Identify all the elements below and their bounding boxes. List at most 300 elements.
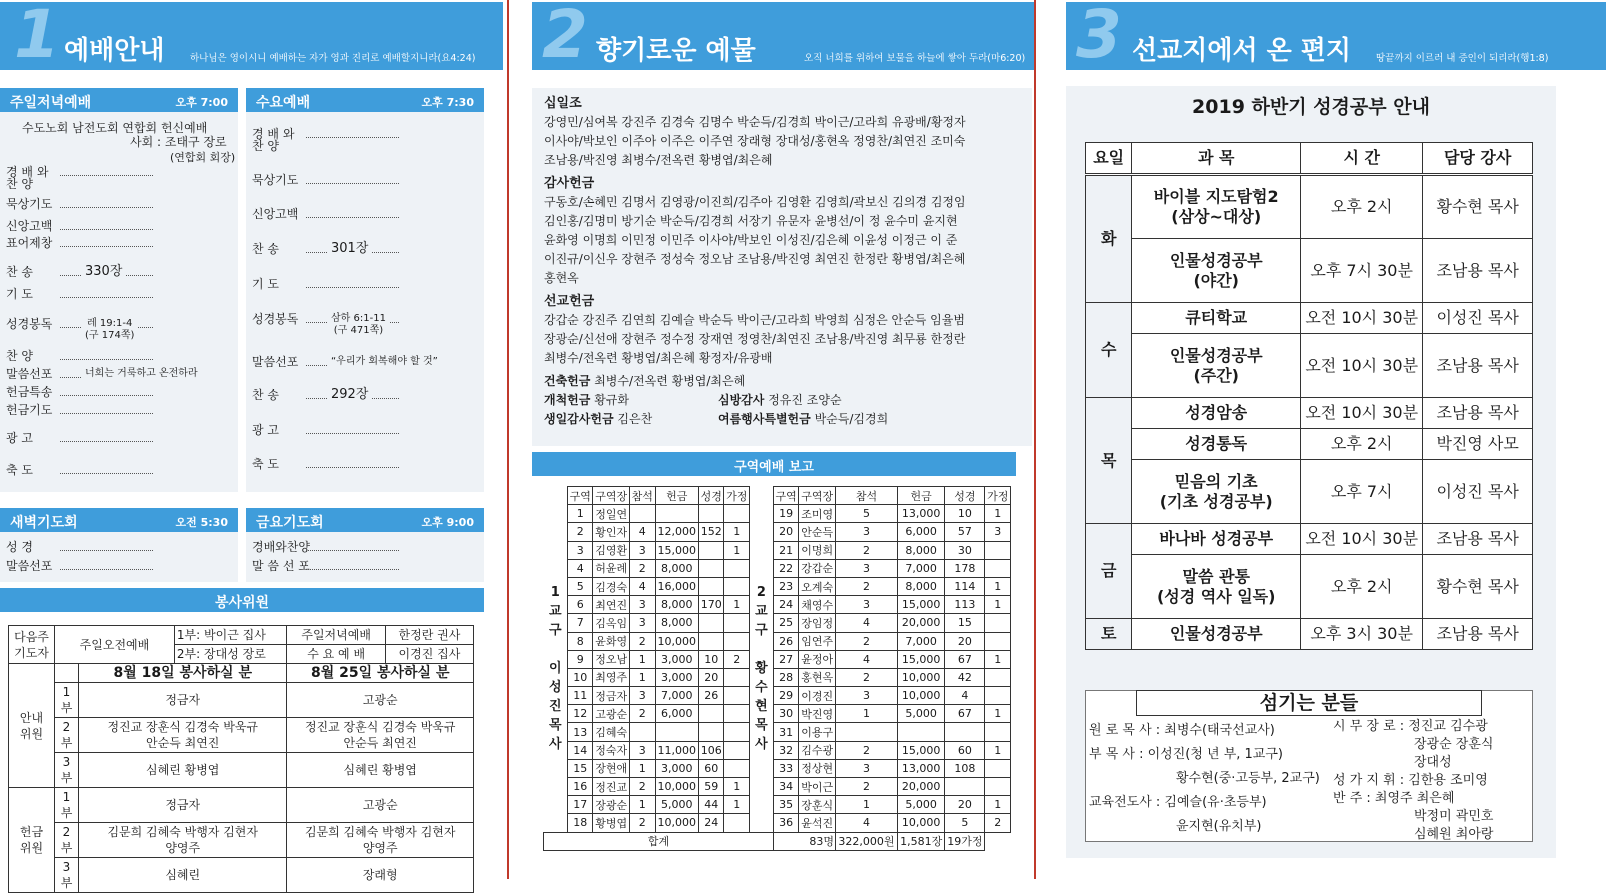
staff-elders-2: 장광순 장훈식 <box>1414 737 1494 752</box>
district-cell: 20,000 <box>898 778 945 796</box>
study-time: 오후 2시 <box>1301 429 1423 460</box>
order-label: 찬 송 <box>252 388 279 402</box>
district-cell: 10,000 <box>655 814 699 832</box>
district-cell <box>724 705 749 723</box>
district-cell: 1 <box>630 796 655 814</box>
tithe-title: 십일조 <box>544 96 582 111</box>
panel-title: 금요기도회 <box>256 515 324 531</box>
offer-1-25: 고광순 <box>287 788 474 823</box>
district-cell: 15,000 <box>655 541 699 559</box>
study-title: 2019 하반기 성경공부 안내 <box>1192 96 1430 118</box>
district-cell <box>699 705 724 723</box>
district-cell <box>724 814 749 832</box>
district-cell: 1 <box>985 741 1011 759</box>
district-cell: 11,000 <box>655 741 699 759</box>
district-cell <box>724 559 749 577</box>
part-1: 1부 <box>55 683 79 718</box>
worship-banner <box>0 0 503 73</box>
district-cell <box>985 759 1011 777</box>
friday-header <box>246 508 484 532</box>
district-cell <box>724 614 749 632</box>
bible-study-table <box>1085 142 1533 650</box>
district-cell: 10 <box>568 668 593 686</box>
district-cell <box>724 687 749 705</box>
district-cell: 4 <box>835 614 897 632</box>
district-cell: 8,000 <box>898 577 945 595</box>
group-2-label: 2 교 구 황 수 현 목 사 <box>755 584 768 752</box>
district-cell: 1 <box>835 796 897 814</box>
offerings-banner <box>532 0 1034 73</box>
order-detail: 레 19:1-4 (구 174쪽) <box>82 318 137 342</box>
district-cell <box>724 632 749 650</box>
district-cell: 정상현 <box>799 759 836 777</box>
district-cell: 윤정아 <box>799 650 836 668</box>
district-cell: 10,000 <box>898 668 945 686</box>
district-cell: 22 <box>773 559 798 577</box>
district-cell: 6,000 <box>655 705 699 723</box>
study-time: 오후 2시 <box>1301 175 1423 239</box>
district-cell: 13,000 <box>898 505 945 523</box>
district-cell: 20 <box>945 632 985 650</box>
district-cell <box>724 759 749 777</box>
district-cell: 김경숙 <box>593 577 630 595</box>
district-cell: 4 <box>630 523 655 541</box>
order-label: 말 씀 선 포 <box>252 559 310 573</box>
study-header: 요일 <box>1086 143 1132 175</box>
district-cell <box>985 632 1011 650</box>
district-cell: 김영환 <box>593 541 630 559</box>
district-cell: 1 <box>985 705 1011 723</box>
district-cell: 21 <box>773 541 798 559</box>
district-cell: 3 <box>835 687 897 705</box>
wednesday-header <box>246 88 484 112</box>
study-time: 오후 7시 <box>1301 460 1423 524</box>
district-cell <box>724 668 749 686</box>
leader-dots <box>60 297 153 298</box>
district-cell: 2 <box>630 814 655 832</box>
panel-title: 주일저녁예배 <box>10 95 92 111</box>
district-cell: 26 <box>699 687 724 705</box>
leader-dots <box>306 433 399 434</box>
dev-names: 황규화 <box>594 393 629 407</box>
study-teacher: 이성진 목사 <box>1423 460 1533 524</box>
thanks-title: 감사헌금 <box>544 176 595 191</box>
district-cell: 2 <box>630 632 655 650</box>
district-cell: 5 <box>945 814 985 832</box>
district-cell: 30 <box>945 541 985 559</box>
district-cell: 60 <box>945 741 985 759</box>
district-cell: 8,000 <box>898 541 945 559</box>
district-cell <box>724 723 749 741</box>
study-course: 큐티학교 <box>1132 303 1301 334</box>
district-cell: 7 <box>568 614 593 632</box>
district-header <box>532 452 1016 476</box>
mission-title: 선교헌금 <box>544 294 595 309</box>
district-cell: 32 <box>773 741 798 759</box>
mission-names: 강갑순 강진주 김연희 김예슬 박순득 박이근/고라희 박영희 심정은 안순득 임율범 장광순/신선애 장현주 정수정 장재연 정영찬/최연진 조남용/박진영 최무룡 한정란 최병수/전옥련 황병엽/최은혜 황정자/유광배 <box>544 313 966 365</box>
col-header: 성경 <box>945 487 985 505</box>
district-cell: 31 <box>773 723 798 741</box>
district-cell: 장훈식 <box>799 796 836 814</box>
staff-accompany-3: 심혜원 최아랑 <box>1414 827 1494 842</box>
district-cell: 27 <box>773 650 798 668</box>
district-cell: 3 <box>985 523 1011 541</box>
col-header: 가정 <box>985 487 1011 505</box>
staff-choir: 성 가 지 휘 : 김한용 조미영 <box>1333 773 1488 788</box>
order-detail: 330장 <box>82 266 125 278</box>
district-cell: 안순득 <box>799 523 836 541</box>
district-cell: 12 <box>568 705 593 723</box>
district-cell: 20 <box>945 796 985 814</box>
leader-dots <box>60 395 153 396</box>
district-cell: 152 <box>699 523 724 541</box>
district-cell: 16,000 <box>655 577 699 595</box>
order-label: 광 고 <box>6 431 33 445</box>
build-names: 최병수/전옥련 황병엽/최은혜 <box>594 374 746 388</box>
district-cell: 김옥임 <box>593 614 630 632</box>
district-cell: 장광순 <box>593 796 630 814</box>
district-cell: 최영주 <box>593 668 630 686</box>
district-cell: 26 <box>773 632 798 650</box>
thanks-names: 구동호/손혜민 김명서 김영광/이진희/김주아 김영환 김영희/곽보신 김의경 김정임 김인홍/김명미 방기순 박순득/김경희 서장기 유문자 윤병선/이 정 윤수미 윤지현 윤화영 이명희 이민정 이민주 이사야/박보인 이성진/김은혜 이윤성 이정근 이 준 이진규/이신우 장현주 정성숙 정오남 조남용/박진영 최연진 한정란 황병엽/최은혜 홍현옥 <box>544 195 966 285</box>
district-cell: 5 <box>835 505 897 523</box>
district-cell: 106 <box>699 741 724 759</box>
order-label: 찬 송 <box>252 242 279 256</box>
district-cell: 15 <box>945 614 985 632</box>
district-cell <box>945 723 985 741</box>
district-cell <box>699 505 724 523</box>
study-teacher: 이성진 목사 <box>1423 303 1533 334</box>
offer-3-25: 장래형 <box>287 858 474 893</box>
district-cell: 67 <box>945 705 985 723</box>
district-report-table <box>543 486 1011 851</box>
district-cell: 113 <box>945 596 985 614</box>
study-course: 인물성경공부 (야간) <box>1132 239 1301 303</box>
leader-dots <box>306 217 399 218</box>
guide-1-18: 정금자 <box>79 683 287 718</box>
offer-1-18: 정금자 <box>79 788 287 823</box>
leader-dots <box>60 473 153 474</box>
leader-dots <box>306 550 399 551</box>
leader-dots <box>60 413 153 414</box>
district-cell: 5,000 <box>898 705 945 723</box>
section-title: 향기로운 예물 <box>596 36 756 66</box>
district-cell: 1 <box>724 523 749 541</box>
offerings-list <box>544 90 1004 429</box>
district-cell <box>985 541 1011 559</box>
order-label: 말씀선포 <box>6 559 53 573</box>
service-presider: 사회 : 조태구 장로 <box>130 135 227 149</box>
district-cell <box>699 632 724 650</box>
district-cell: 정오남 <box>593 650 630 668</box>
district-cell <box>898 723 945 741</box>
study-course: 성경암송 <box>1132 398 1301 429</box>
study-course: 성경통독 <box>1132 429 1301 460</box>
leader-dots <box>60 229 153 230</box>
district-cell: 정숙자 <box>593 741 630 759</box>
birthday-title: 생일감사헌금 <box>544 412 614 426</box>
district-cell <box>985 614 1011 632</box>
study-teacher: 조남용 목사 <box>1423 334 1533 398</box>
study-time: 오전 10시 30분 <box>1301 398 1423 429</box>
order-label: 찬 양 <box>6 349 33 363</box>
district-cell: 2 <box>835 668 897 686</box>
study-day: 화 <box>1086 175 1132 303</box>
district-cell <box>724 741 749 759</box>
district-cell <box>985 668 1011 686</box>
staff-education-2: 윤지현(유치부) <box>1176 819 1262 834</box>
district-cell: 114 <box>945 577 985 595</box>
offer-2-25: 김문희 김혜숙 박행자 김현자 양영주 <box>287 823 474 858</box>
district-cell: 1 <box>985 796 1011 814</box>
total-offering: 322,000원 <box>835 832 897 850</box>
total-attendance: 83명 <box>773 832 835 850</box>
district-cell: 1 <box>985 650 1011 668</box>
study-teacher: 황수현 목사 <box>1423 175 1533 239</box>
district-cell <box>835 723 897 741</box>
part-1: 1부 <box>55 788 79 823</box>
section-subtitle: 하나님은 영이시니 예배하는 자가 영과 진리로 예배할지니라(요4:24) <box>190 53 476 64</box>
staff-elders-3: 장대성 <box>1414 755 1452 770</box>
study-teacher: 조남용 목사 <box>1423 398 1533 429</box>
district-cell: 24 <box>699 814 724 832</box>
district-cell: 15,000 <box>898 741 945 759</box>
evening-service-label: 주일저녁예배 <box>287 626 385 645</box>
district-cell: 6,000 <box>898 523 945 541</box>
district-cell: 7,000 <box>655 687 699 705</box>
order-label: 광 고 <box>252 423 279 437</box>
district-cell: 10,000 <box>655 632 699 650</box>
district-cell: 이경진 <box>799 687 836 705</box>
morning-prayer-2: 2부: 장대성 장로 <box>174 645 287 664</box>
order-label: 헌금기도 <box>6 403 53 417</box>
guide-3-18: 심혜린 황병엽 <box>79 753 287 788</box>
staff-accompany: 반 주 : 최영주 최은혜 <box>1333 791 1455 806</box>
column-divider <box>507 0 509 879</box>
district-cell: 3 <box>630 541 655 559</box>
district-cell: 1 <box>724 596 749 614</box>
district-cell: 15,000 <box>898 596 945 614</box>
district-cell: 15,000 <box>898 650 945 668</box>
study-day: 수 <box>1086 303 1132 398</box>
district-cell: 강갑순 <box>799 559 836 577</box>
district-cell: 이용구 <box>799 723 836 741</box>
district-cell: 8,000 <box>655 596 699 614</box>
district-cell: 20 <box>699 668 724 686</box>
study-time: 오후 2시 <box>1301 555 1423 619</box>
order-label: 성경봉독 <box>252 312 299 326</box>
staff-accompany-2: 박정미 곽민호 <box>1414 809 1494 824</box>
district-cell: 23 <box>773 577 798 595</box>
study-day: 토 <box>1086 619 1132 650</box>
district-cell <box>985 778 1011 796</box>
order-label: 말씀선포 <box>252 355 299 369</box>
leader-dots <box>60 246 153 247</box>
visit-title: 심방감사 <box>718 393 765 407</box>
district-cell <box>724 505 749 523</box>
leader-dots <box>306 287 399 288</box>
district-cell: 44 <box>699 796 724 814</box>
order-label: 축 도 <box>252 457 279 471</box>
district-cell: 3 <box>835 596 897 614</box>
date-18: 8월 18일 봉사하실 분 <box>79 664 287 683</box>
district-cell: 윤석진 <box>799 814 836 832</box>
district-cell: 7,000 <box>898 559 945 577</box>
district-cell: 34 <box>773 778 798 796</box>
district-cell: 4 <box>568 559 593 577</box>
part-2: 2부 <box>55 823 79 858</box>
dawn-header <box>0 508 238 532</box>
study-header: 담당 강사 <box>1423 143 1533 175</box>
district-cell: 1 <box>835 705 897 723</box>
date-25: 8월 25일 봉사하실 분 <box>287 664 474 683</box>
district-cell: 1 <box>985 505 1011 523</box>
district-cell: 20 <box>773 523 798 541</box>
tithe-names: 강영민/심여복 강진주 김경숙 김명수 박순득/김경희 박이근/고라희 유광배/황정자 이사야/박보인 이주아 이주은 이주연 장래형 장대성/홍현옥 정영찬/최연진 조미숙 조남용/박진영 최병수/전옥련 황병엽/최은혜 <box>544 115 966 167</box>
order-label: 묵상기도 <box>6 197 53 211</box>
service-presider-role: (연합회 회장) <box>170 151 236 164</box>
dev-title: 개척헌금 <box>544 393 591 407</box>
district-cell: 1 <box>630 759 655 777</box>
district-cell: 윤화영 <box>593 632 630 650</box>
district-cell <box>945 778 985 796</box>
district-cell: 3 <box>630 596 655 614</box>
district-cell: 10,000 <box>898 814 945 832</box>
district-cell <box>985 723 1011 741</box>
study-teacher: 황수현 목사 <box>1423 555 1533 619</box>
district-cell: 8,000 <box>655 559 699 577</box>
district-cell: 2 <box>985 814 1011 832</box>
district-cell: 2 <box>568 523 593 541</box>
study-time: 오전 10시 30분 <box>1301 303 1423 334</box>
col-header: 성경 <box>699 487 724 505</box>
district-cell: 이명희 <box>799 541 836 559</box>
worship-column <box>0 0 516 890</box>
district-cell: 5,000 <box>898 796 945 814</box>
study-course: 인물성경공부 (주간) <box>1132 334 1301 398</box>
total-homes: 19가정 <box>945 832 985 850</box>
build-title: 건축헌금 <box>544 374 591 388</box>
leader-dots <box>60 207 153 208</box>
district-cell: 13,000 <box>898 759 945 777</box>
study-time: 오후 7시 30분 <box>1301 239 1423 303</box>
district-cell: 2 <box>630 705 655 723</box>
section-number: 1 <box>14 0 60 73</box>
district-cell: 8 <box>568 632 593 650</box>
district-cell: 59 <box>699 778 724 796</box>
district-cell: 최연진 <box>593 596 630 614</box>
district-cell: 10 <box>945 505 985 523</box>
staff-elders: 시 무 장 로 : 정진교 김수광 <box>1333 719 1488 734</box>
order-detail: 삼하 6:1-11 (구 471쪽) <box>328 313 389 337</box>
district-cell: 4 <box>835 650 897 668</box>
district-cell: 16 <box>568 778 593 796</box>
order-detail: 너희는 거룩하고 온전하라 <box>82 368 201 380</box>
district-cell: 황인자 <box>593 523 630 541</box>
guide-3-25: 심혜린 황병엽 <box>287 753 474 788</box>
district-cell: 3 <box>835 559 897 577</box>
district-cell <box>630 505 655 523</box>
part-3: 3부 <box>55 753 79 788</box>
study-teacher: 박진영 사모 <box>1423 429 1533 460</box>
district-cell: 1 <box>568 505 593 523</box>
district-cell: 1 <box>724 778 749 796</box>
morning-prayer-1: 1부: 박이근 집사 <box>174 626 287 645</box>
col-header: 구역장 <box>593 487 630 505</box>
section-subtitle: 오직 너희를 위하여 보물을 하늘에 쌓아 두라(마6:20) <box>804 53 1026 64</box>
leader-dots <box>60 359 153 360</box>
summer-title: 여름행사특별헌금 <box>718 412 811 426</box>
mission-banner <box>1066 0 1606 73</box>
service-heading: 수도노회 남전도회 연합회 헌신예배 <box>22 121 208 135</box>
panel-time: 오후 7:00 <box>175 96 228 109</box>
staff-education: 교육전도사 : 김예슬(유·초등부) <box>1089 795 1267 810</box>
panel-title: 새벽기도회 <box>10 515 78 531</box>
district-cell: 2 <box>630 778 655 796</box>
district-cell: 3 <box>568 541 593 559</box>
part-3: 3부 <box>55 858 79 893</box>
next-prayer-label: 다음주 기도자 <box>9 626 55 664</box>
col-header: 헌금 <box>655 487 699 505</box>
district-cell: 3 <box>835 759 897 777</box>
district-cell: 2 <box>835 541 897 559</box>
order-detail: “우리가 회복해야 할 것” <box>328 356 441 368</box>
part-2: 2부 <box>55 718 79 753</box>
study-course: 바이블 지도탐험2 (삼상~대상) <box>1132 175 1301 239</box>
district-cell: 19 <box>773 505 798 523</box>
order-label: 신앙고백 <box>252 207 299 221</box>
panel-time: 오전 5:30 <box>175 516 228 529</box>
wednesday-prayer: 이경진 집사 <box>385 645 473 664</box>
leader-dots <box>306 137 399 138</box>
order-label: 기 도 <box>252 277 279 291</box>
morning-service-label: 주일오전예배 <box>55 626 175 664</box>
section-subtitle: 땅끝까지 이르러 내 증인이 되리라(행1:8) <box>1376 53 1549 64</box>
spacer-cell <box>749 487 773 505</box>
order-label: 찬 송 <box>6 265 33 279</box>
district-cell: 2 <box>835 741 897 759</box>
study-course: 바나바 성경공부 <box>1132 524 1301 555</box>
district-cell: 10,000 <box>898 687 945 705</box>
study-course: 말씀 관통 (성경 역사 일독) <box>1132 555 1301 619</box>
district-cell: 10 <box>699 650 724 668</box>
order-label: 표어제창 <box>6 236 53 250</box>
panel-title: 구역예배 보고 <box>734 460 814 475</box>
district-cell: 36 <box>773 814 798 832</box>
leader-dots <box>60 175 153 176</box>
study-time: 오전 10시 30분 <box>1301 524 1423 555</box>
offering-label: 헌금 위원 <box>9 788 55 893</box>
district-cell: 박이근 <box>799 778 836 796</box>
district-cell <box>985 687 1011 705</box>
summer-names: 박순득/김경희 <box>814 412 889 426</box>
district-cell: 박진영 <box>799 705 836 723</box>
district-cell <box>630 723 655 741</box>
district-cell: 3,000 <box>655 668 699 686</box>
district-cell: 17 <box>568 796 593 814</box>
district-cell <box>699 723 724 741</box>
district-cell: 김수광 <box>799 741 836 759</box>
district-cell: 조미영 <box>799 505 836 523</box>
study-time: 오전 10시 30분 <box>1301 334 1423 398</box>
district-cell: 13 <box>568 723 593 741</box>
staff-title: 섬기는 분들 <box>1136 690 1482 716</box>
section-number: 3 <box>1076 0 1122 73</box>
district-cell: 1 <box>985 596 1011 614</box>
district-cell: 108 <box>945 759 985 777</box>
district-cell: 67 <box>945 650 985 668</box>
evening-prayer: 한정란 권사 <box>385 626 473 645</box>
